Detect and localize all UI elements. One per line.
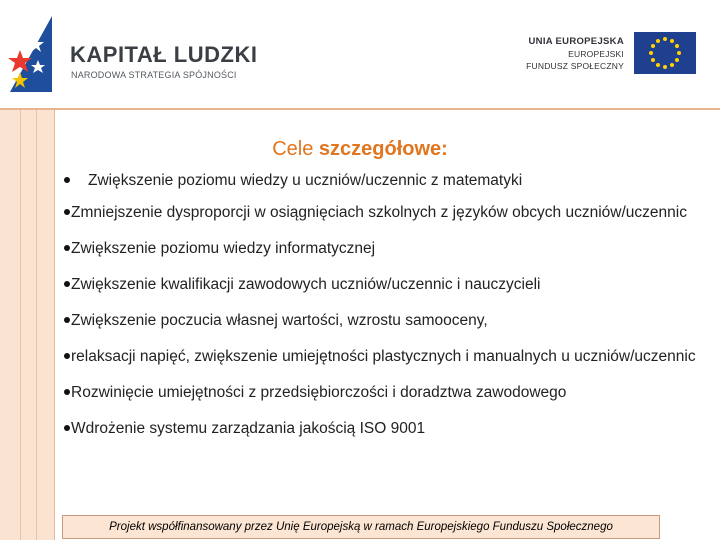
bullet-icon bbox=[64, 281, 70, 287]
list-item: Zwiększenie poziomu wiedzy informatycznej bbox=[64, 240, 704, 258]
bullet-icon bbox=[64, 353, 70, 359]
bullet-icon bbox=[64, 245, 70, 251]
logo-subtitle: NARODOWA STRATEGIA SPÓJNOŚCI bbox=[71, 70, 237, 80]
footer-banner bbox=[62, 515, 660, 539]
bullet-icon bbox=[64, 177, 70, 183]
list-item: Rozwinięcie umiejętności z przedsiębiorczości i doradztwa zawodowego bbox=[64, 384, 704, 402]
eu-label bbox=[526, 36, 624, 71]
list-item: relaksacji napięć, zwiększenie umiejętności plastycznych i manualnych u uczniów/uczennic bbox=[64, 348, 704, 366]
list-item: Zwiększenie poziomu wiedzy u uczniów/uczennic z matematyki bbox=[64, 172, 704, 190]
footer-text: Projekt współfinansowany przez Unię Europejską w ramach Europejskiego Funduszu Społecznego bbox=[109, 521, 613, 533]
logo-title: KAPITAŁ LUDZKI bbox=[70, 42, 258, 67]
eu-label-line1: UNIA EUROPEJSKA bbox=[528, 36, 624, 47]
section-heading bbox=[0, 138, 720, 161]
goals-list bbox=[64, 172, 704, 456]
list-item: Zwiększenie poczucia własnej wartości, wzrostu samooceny, bbox=[64, 312, 704, 330]
kapital-ludzki-logo-icon bbox=[8, 12, 54, 94]
bullet-icon bbox=[64, 425, 70, 431]
eu-label-line3: FUNDUSZ SPOŁECZNY bbox=[526, 61, 624, 71]
heading-main: szczegółowe: bbox=[318, 138, 448, 160]
header-divider bbox=[0, 108, 720, 110]
bullet-icon bbox=[64, 317, 70, 323]
list-item: Zmniejszenie dysproporcji w osiągnięciach szkolnych z języków obcych uczniów/uczennic bbox=[64, 204, 704, 222]
bullet-icon bbox=[64, 389, 70, 395]
eu-label-line2: EUROPEJSKI bbox=[568, 49, 624, 59]
bullet-icon bbox=[64, 209, 70, 215]
list-item: Zwiększenie kwalifikacji zawodowych uczniów/uczennic i nauczycieli bbox=[64, 276, 704, 294]
eu-flag-icon bbox=[634, 32, 696, 74]
heading-prefix: Cele bbox=[272, 138, 314, 160]
list-item: Wdrożenie systemu zarządzania jakością ISO 9001 bbox=[64, 420, 704, 438]
